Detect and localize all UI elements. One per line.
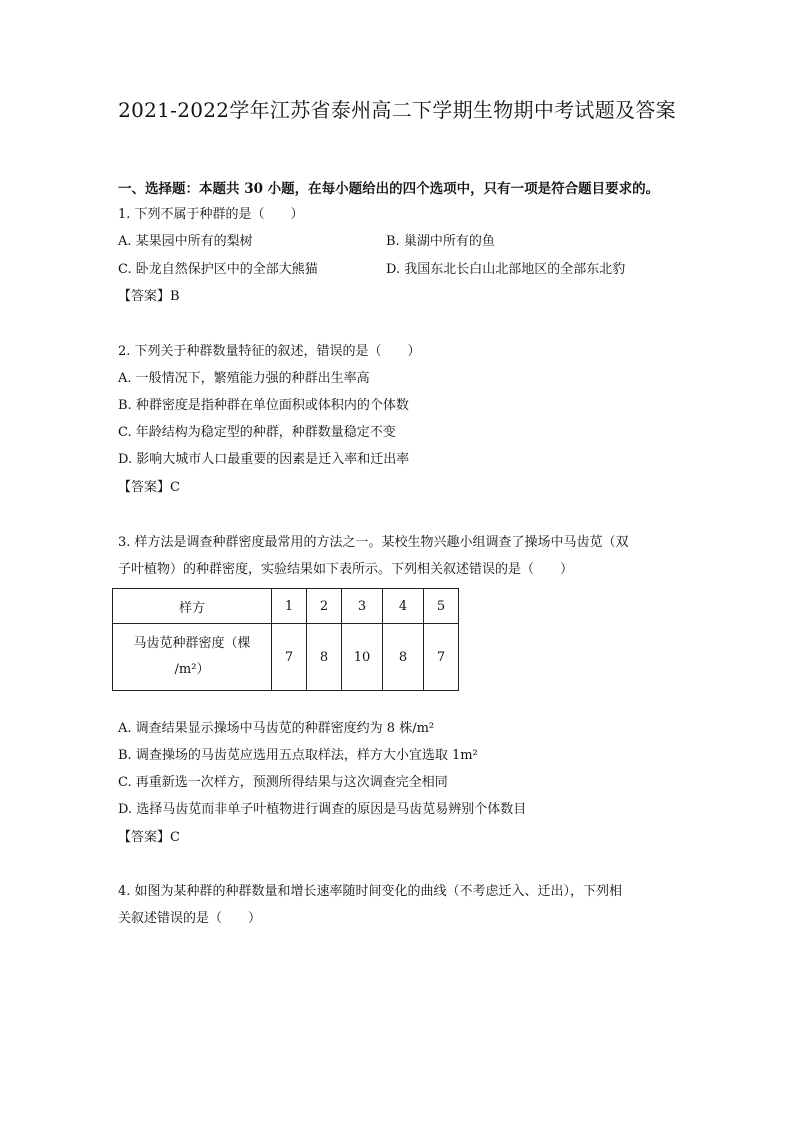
question-1-answer: 【答案】B [118,289,180,304]
table-row [113,624,459,691]
section-heading: 一、选择题：本题共 30 小题，在每小题给出的四个选项中，只有一项是符合题目要求的。 [118,181,660,197]
question-3-option-d: D. 选择马齿苋而非单子叶植物进行调查的原因是马齿苋易辨别个体数目 [118,802,527,817]
question-1-stem: 1. 下列不属于种群的是（ ） [118,207,304,222]
question-1-option-b: B. 巢湖中所有的鱼 [386,234,495,249]
question-3-option-a: A. 调查结果显示操场中马齿苋的种群密度约为 8 株/m² [118,721,435,736]
question-2-option-b: B. 种群密度是指种群在单位面积或体积内的个体数 [118,398,409,413]
question-2-stem: 2. 下列关于种群数量特征的叙述，错误的是（ ） [118,344,421,359]
table-cell: 10 [342,624,383,691]
quadrat-table [112,588,459,691]
table-column-2: 2 [307,589,342,624]
question-4-stem-line-2: 关叙述错误的是（ ） [118,911,262,926]
question-3-option-b: B. 调查操场的马齿苋应选用五点取样法，样方大小宜选取 1m² [118,748,478,763]
table-row-label [113,624,272,691]
table-cell: 7 [424,624,459,691]
table-cell: 8 [383,624,424,691]
table-column-5: 5 [424,589,459,624]
question-3-stem-line-1: 3. 样方法是调查种群密度最常用的方法之一。某校生物兴趣小组调查了操场中马齿苋（双 [118,535,629,550]
table-header-row [113,589,459,624]
table-row-label-line-1: 马齿苋种群密度（棵 [133,636,251,651]
question-4-stem-line-1: 4. 如图为某种群的种群数量和增长速率随时间变化的曲线（不考虑迁入、迁出），下列相 [118,884,623,899]
question-1-option-a: A. 某果园中所有的梨树 [118,234,253,249]
question-3-stem-line-2: 子叶植物）的种群密度，实验结果如下表所示。下列相关叙述错误的是（ ） [118,562,574,577]
question-3-answer: 【答案】C [118,830,180,845]
table-header-label: 样方 [113,589,272,624]
question-2-answer: 【答案】C [118,480,180,495]
question-2-option-c: C. 年龄结构为稳定型的种群，种群数量稳定不变 [118,425,396,440]
table-cell: 7 [272,624,307,691]
table-column-1: 1 [272,589,307,624]
question-2-option-a: A. 一般情况下，繁殖能力强的种群出生率高 [118,371,370,386]
question-1-option-d: D. 我国东北长白山北部地区的全部东北豹 [386,262,626,277]
page-title: 2021-2022学年江苏省泰州高二下学期生物期中考试题及答案 [118,98,676,122]
question-3-option-c: C. 再重新选一次样方，预测所得结果与这次调查完全相同 [118,775,448,790]
question-2-option-d: D. 影响大城市人口最重要的因素是迁入率和迁出率 [118,452,410,467]
table-cell: 8 [307,624,342,691]
table-column-4: 4 [383,589,424,624]
table-column-3: 3 [342,589,383,624]
table-row-label-line-2: /m²） [174,662,210,677]
question-1-option-c: C. 卧龙自然保护区中的全部大熊猫 [118,262,318,277]
